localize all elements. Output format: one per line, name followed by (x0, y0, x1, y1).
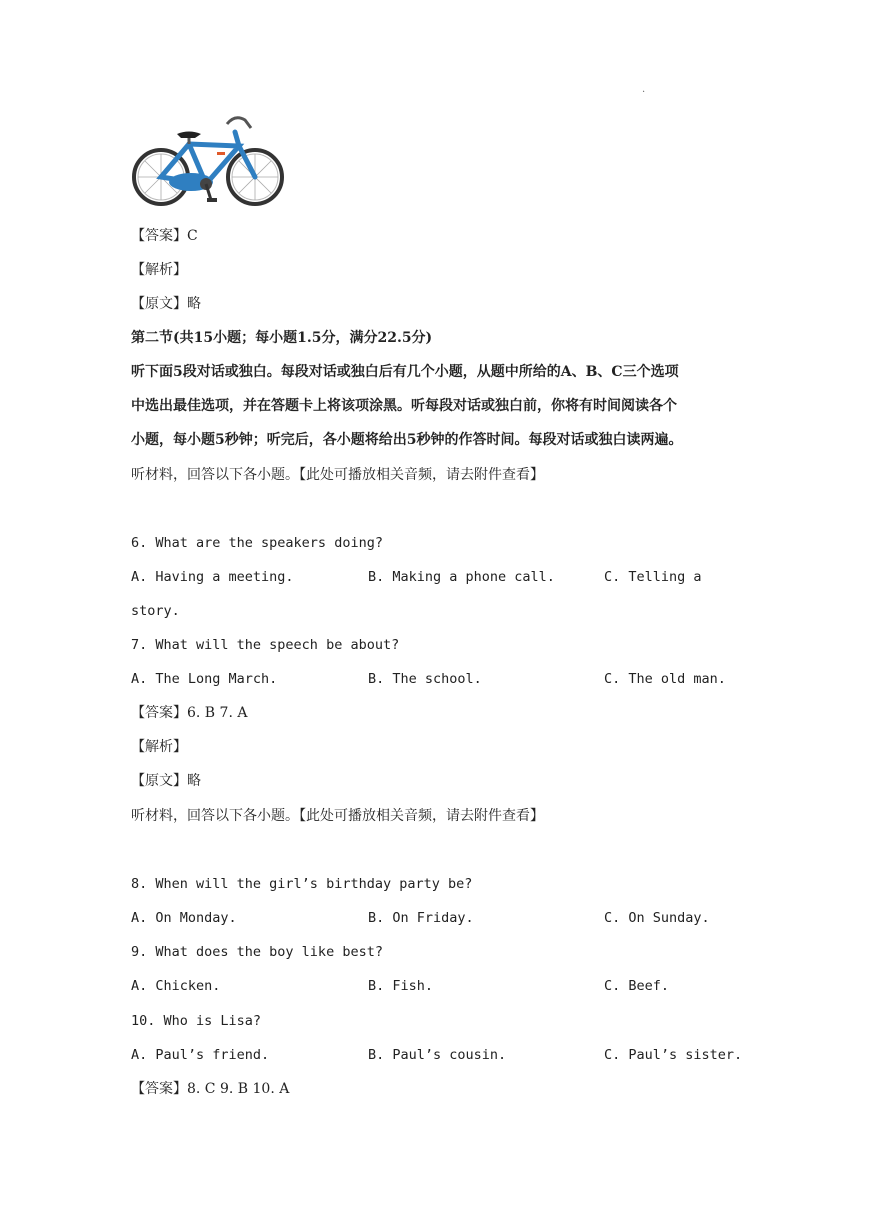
audio-prompt: 听材料，回答以下各小题。【此处可播放相关音频，请去附件查看】 (131, 467, 544, 483)
q9-option-a: A. Chicken. (131, 978, 221, 994)
q7-option-a: A. The Long March. (131, 671, 278, 687)
q8-option-b: B. On Friday. (368, 910, 474, 926)
original-text-line: 【原文】略 (131, 296, 201, 312)
answer-line: 【答案】8. C 9. B 10. A (131, 1081, 290, 1097)
q9-option-c: C. Beef. (604, 978, 670, 994)
q7-option-b: B. The school. (368, 671, 482, 687)
answer-line: 【答案】6. B 7. A (131, 705, 248, 721)
instruction-line-2: 中选出最佳选项，并在答题卡上将该项涂黑。听每段对话或独白前，你将有时间阅读各个 (131, 398, 677, 414)
bicycle-illustration-icon (131, 112, 285, 212)
question-8: 8. When will the girl’s birthday party be? (131, 876, 473, 892)
analysis-line: 【解析】 (131, 739, 187, 755)
corner-mark: . (642, 84, 646, 95)
q8-option-a: A. On Monday. (131, 910, 237, 926)
q7-option-c: C. The old man. (604, 671, 726, 687)
section-title: 第二节(共15小题；每小题1.5分，满分22.5分) (131, 330, 433, 346)
q8-option-c: C. On Sunday. (604, 910, 710, 926)
question-6: 6. What are the speakers doing? (131, 535, 383, 551)
audio-prompt: 听材料，回答以下各小题。【此处可播放相关音频，请去附件查看】 (131, 808, 544, 824)
answer-line: 【答案】C (131, 228, 198, 244)
q10-option-a: A. Paul’s friend. (131, 1047, 270, 1063)
analysis-line: 【解析】 (131, 262, 187, 278)
instruction-line-3: 小题，每小题5秒钟；听完后，各小题将给出5秒钟的作答时间。每段对话或独白读两遍。 (131, 432, 683, 448)
q9-option-b: B. Fish. (368, 978, 434, 994)
question-7: 7. What will the speech be about? (131, 637, 400, 653)
question-9: 9. What does the boy like best? (131, 944, 383, 960)
q6-option-b: B. Making a phone call. (368, 569, 555, 585)
q6-option-c: C. Telling a (604, 569, 702, 585)
instruction-line-1: 听下面5段对话或独白。每段对话或独白后有几个小题，从题中所给的A、B、C三个选项 (131, 364, 679, 380)
original-text-line: 【原文】略 (131, 773, 201, 789)
q10-option-c: C. Paul’s sister. (604, 1047, 743, 1063)
question-10: 10. Who is Lisa? (131, 1013, 262, 1029)
q6-option-c-continued: story. (131, 603, 180, 619)
q10-option-b: B. Paul’s cousin. (368, 1047, 507, 1063)
q6-option-a: A. Having a meeting. (131, 569, 294, 585)
